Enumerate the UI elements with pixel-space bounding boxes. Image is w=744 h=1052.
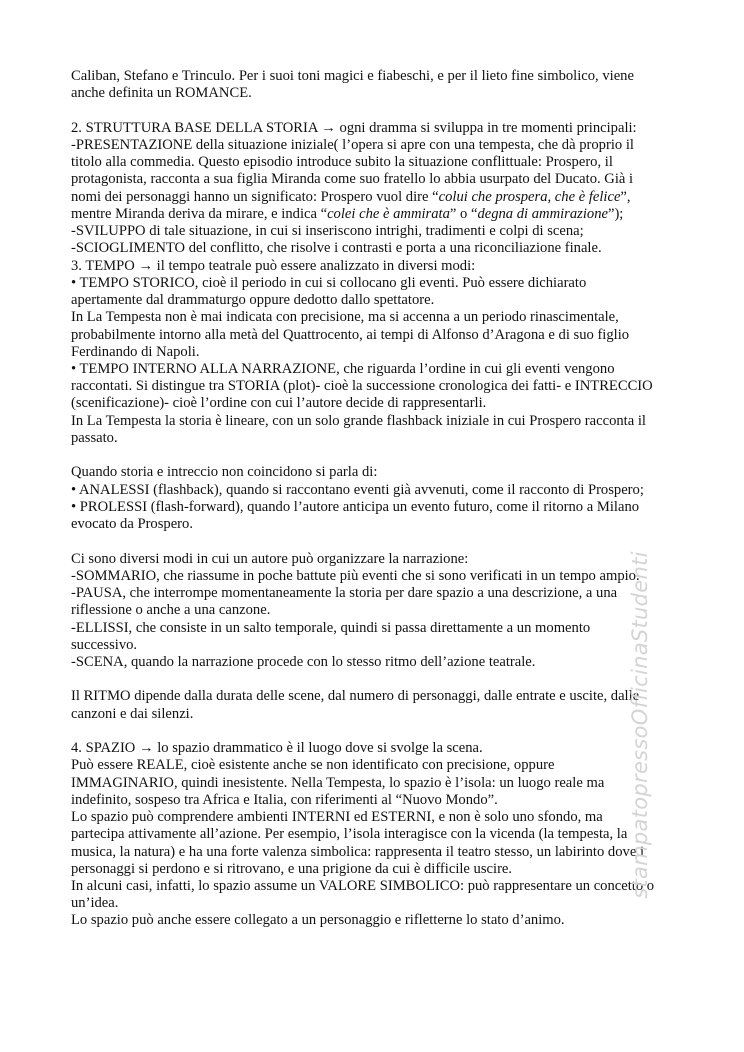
text-segment: Caliban, Stefano e Trinculo. Per i suoi toni magici e fiabeschi, e per il lieto fine simbolico, viene: [71, 68, 634, 84]
text-line: [71, 137, 654, 154]
text-segment: mentre Miranda deriva da mirare, e indica “: [71, 205, 328, 222]
text-segment: un’idea.: [71, 895, 119, 912]
text-line: [71, 292, 654, 309]
text-line: [71, 275, 654, 292]
text-line: [71, 844, 654, 861]
text-line: [71, 861, 654, 878]
text-segment: Quando storia e intreccio non coincidono si parla di:: [71, 464, 378, 481]
text-segment: apertamente dal drammaturgo oppure dedotto dallo spettatore.: [71, 292, 435, 309]
text-line: [71, 499, 654, 516]
text-line: [71, 516, 654, 533]
text-line: [71, 585, 654, 602]
text-line: [71, 223, 654, 240]
text-segment: Può essere REALE, cioè esistente anche se non identificato con precisione, oppure: [71, 757, 555, 774]
text-segment: personaggi si perdono e si ritrovano, e una prigione da cui è difficile uscire.: [71, 860, 513, 877]
text-segment: evocato da Prospero.: [71, 516, 193, 533]
text-segment: -PRESENTAZIONE della situazione iniziale( l’opera si apre con una tempesta, che dà proprio il: [71, 136, 634, 153]
blank-line: [71, 671, 654, 688]
text-line: [71, 344, 654, 361]
text-segment: -SCENA, quando la narrazione procede con lo stesso ritmo dell’azione teatrale.: [71, 653, 536, 670]
text-line: [71, 654, 654, 671]
text-line: [71, 895, 654, 912]
blank-line: [71, 102, 654, 119]
text-line: [71, 809, 654, 826]
text-segment: canzoni e dai silenzi.: [71, 705, 194, 722]
text-segment: Lo spazio può comprendere ambienti INTERNI ed ESTERNI, e non è solo uno sfondo, ma: [71, 809, 603, 826]
text-line: [71, 430, 654, 447]
text-line: [71, 878, 654, 895]
text-line: [71, 378, 654, 395]
text-segment: In alcuni casi, infatti, lo spazio assume un VALORE SIMBOLICO: può rappresentare un concetto o: [71, 878, 655, 895]
text-segment: protagonista, racconta a sua figlia Miranda come suo fratello lo abbia usurpato del Ducato. Già i: [71, 171, 634, 188]
text-line: [71, 740, 654, 757]
text-segment: -SCIOGLIMENTO del conflitto, che risolve i contrasti e porta a una riconciliazione finale.: [71, 240, 602, 257]
text-line: [71, 361, 654, 378]
text-segment: • ANALESSI (flashback), quando si raccontano eventi già avvenuti, come il racconto di Prospero;: [71, 481, 644, 498]
text-line: [71, 620, 654, 637]
text-line: [71, 120, 654, 137]
text-line: [71, 258, 654, 275]
text-segment: anche definita un ROMANCE.: [71, 85, 252, 102]
text-segment: raccontati. Si distingue tra STORIA (plot)- cioè la successione cronologica dei fatti- e INTRECCIO: [71, 378, 653, 395]
text-segment: In La Tempesta la storia è lineare, con un solo grande flashback iniziale in cui Prospero racconta il: [71, 412, 646, 429]
text-segment: successivo.: [71, 636, 138, 653]
text-line: [71, 395, 654, 412]
text-segment: probabilmente intorno alla metà del Quattrocento, ai tempi di Alfonso d’Aragona e di suo figlio: [71, 326, 630, 343]
blank-line: [71, 447, 654, 464]
text-segment: • TEMPO STORICO, cioè il periodo in cui si collocano gli eventi. Può essere dichiarato: [71, 274, 587, 291]
text-line: [71, 68, 654, 85]
text-segment: riflessione o anche a una canzone.: [71, 602, 271, 619]
text-segment: Ci sono diversi modi in cui un autore può organizzare la narrazione:: [71, 550, 469, 567]
text-segment: 4. SPAZIO → lo spazio drammatico è il luogo dove si svolge la scena.: [71, 740, 483, 757]
text-segment: ”,: [620, 188, 631, 205]
text-line: [71, 309, 654, 326]
text-segment: 2. STRUTTURA BASE DELLA STORIA → ogni dramma si sviluppa in tre momenti principali:: [71, 119, 637, 136]
text-line: [71, 757, 654, 774]
text-segment: passato.: [71, 429, 118, 446]
text-segment: titolo alla commedia. Questo episodio introduce subito la situazione conflittuale: Prospero, il: [71, 154, 613, 171]
text-segment: ”);: [607, 205, 624, 222]
text-line: [71, 912, 654, 929]
text-line: [71, 189, 654, 206]
blank-line: [71, 723, 654, 740]
text-segment: indefinito, sospeso tra Africa e Italia, con riferimenti al “Nuovo Mondo”.: [71, 791, 498, 808]
document-body: [71, 68, 654, 930]
text-segment: nomi dei personaggi hanno un significato: Prospero vuol dire “: [71, 188, 439, 205]
text-line: [71, 688, 654, 705]
text-segment: -ELLISSI, che consiste in un salto temporale, quindi si passa direttamente a un momento: [71, 619, 591, 636]
text-line: [71, 206, 654, 223]
watermark: stampatopressoOfficinaStudenti: [628, 551, 652, 899]
text-segment: • TEMPO INTERNO ALLA NARRAZIONE, che riguarda l’ordine in cui gli eventi vengono: [71, 360, 615, 377]
text-segment: Ferdinando di Napoli.: [71, 343, 200, 360]
text-line: [71, 792, 654, 809]
text-line: [71, 464, 654, 481]
text-line: [71, 637, 654, 654]
text-segment: Lo spazio può anche essere collegato a un personaggio e rifletterne lo stato d’animo.: [71, 912, 565, 929]
text-line: [71, 568, 654, 585]
text-segment: -SOMMARIO, che riassume in poche battute più eventi che si sono verificati in un tempo ampio.: [71, 567, 640, 584]
text-segment: -SVILUPPO di tale situazione, in cui si inseriscono intrighi, tradimenti e colpi di scena;: [71, 223, 584, 240]
text-line: [71, 602, 654, 619]
text-line: [71, 171, 654, 188]
text-line: [71, 327, 654, 344]
text-line: [71, 240, 654, 257]
italic-text: colui che prospera, che è felice: [438, 188, 621, 205]
text-segment: Il RITMO dipende dalla durata delle scene, dal numero di personaggi, dalle entrate e uscite, dalle: [71, 688, 640, 705]
italic-text: colei che è ammirata: [327, 205, 450, 222]
text-line: [71, 775, 654, 792]
text-segment: (scenificazione)- cioè l’ordine con cui l’autore decide di rappresentarli.: [71, 395, 487, 412]
text-line: [71, 85, 654, 102]
text-segment: 3. TEMPO → il tempo teatrale può essere analizzato in diversi modi:: [71, 257, 476, 274]
italic-text: degna di ammirazione: [477, 205, 608, 222]
text-line: [71, 154, 654, 171]
text-segment: IMMAGINARIO, quindi inesistente. Nella Tempesta, lo spazio è l’isola: un luogo reale ma: [71, 774, 605, 791]
text-segment: ” o “: [449, 205, 478, 222]
text-segment: In La Tempesta non è mai indicata con precisione, ma si accenna a un periodo rinascimentale,: [71, 309, 619, 326]
text-segment: -PAUSA, che interrompe momentaneamente la storia per dare spazio a una descrizione, a una: [71, 585, 618, 602]
text-segment: • PROLESSI (flash-forward), quando l’autore anticipa un evento futuro, come il ritorno a Milano: [71, 498, 640, 515]
text-line: [71, 551, 654, 568]
text-segment: partecipa attivamente all’azione. Per esempio, l’isola interagisce con la vicenda (la tempesta, la: [71, 826, 628, 843]
text-line: [71, 826, 654, 843]
blank-line: [71, 533, 654, 550]
text-segment: musica, la natura) e ha una forte valenza simbolica: rappresenta il teatro stesso, un labirinto dove i: [71, 843, 645, 860]
text-line: [71, 706, 654, 723]
text-line: [71, 482, 654, 499]
text-line: [71, 413, 654, 430]
